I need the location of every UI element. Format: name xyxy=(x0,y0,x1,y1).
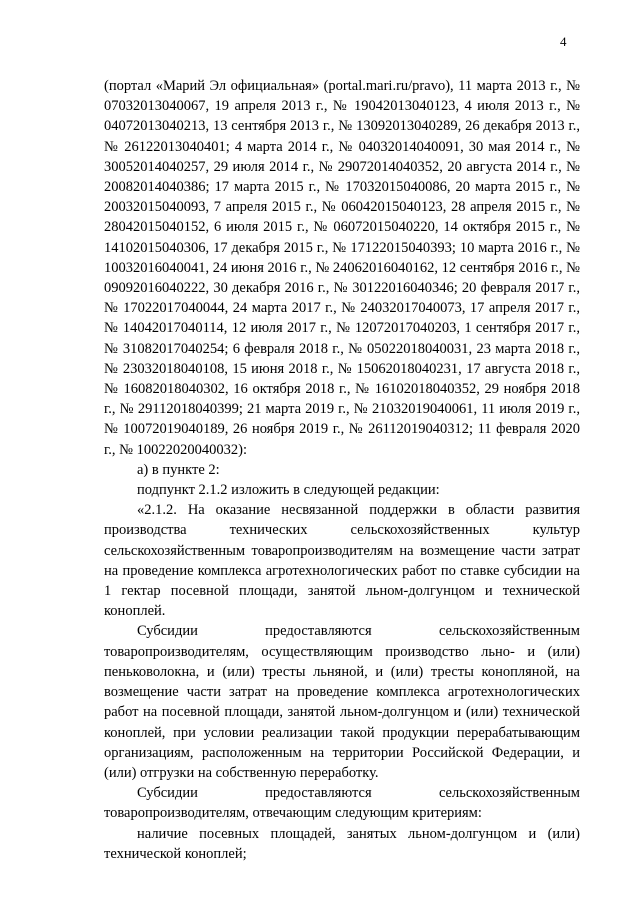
paragraph-subsidy-conditions: Субсидии предоставляются сельскохозяйственным товаропроизводителям, осуществляющим производство льно- и (или) пеньковолокна, и (или) тресты льняной, и (или) тресты конопляной, на возмещение части затрат на проведение комплекса агротехнологических работ на посевной площади, занятой льном-долгунцом и (или) технической коноплей, при условии реализации такой продукции перерабатывающим организациям, расположенным на территории Российской Федерации, и (или) отгрузки на собственную переработку. xyxy=(104,623,580,781)
paragraph-item-a: а) в пункте 2: xyxy=(137,461,220,478)
paragraph-subclause-2-1-2: «2.1.2. На оказание несвязанной поддержки в области развития производства технических сельскохозяйственных культур сельскохозяйственным товаропроизводителям на возмещение части затрат на проведение комплекса агротехнологических работ по ставке субсидии на 1 гектар посевной площади, занятой льном-долгунцом и технической коноплей. xyxy=(104,502,580,620)
page-number: 4 xyxy=(560,34,567,49)
paragraph-subsidy-criteria: Субсидии предоставляются сельскохозяйственным товаропроизводителям, отвечающим следующим критериям: xyxy=(104,785,580,822)
paragraph-subclause-intro: подпункт 2.1.2 изложить в следующей редакции: xyxy=(137,482,440,499)
body-text xyxy=(104,76,580,864)
paragraph-amendment-sources: (портал «Марий Эл официальная» (portal.mari.ru/pravo), 11 марта 2013 г., № 07032013040067, 19 апреля 2013 г., № 19042013040123, 4 июля 2013 г., № 04072013040213, 13 сентября 2013 г., № 13092013040289, 26 декабря 2013 г., № 26122013040401; 4 марта 2014 г., № 04032014040091, 30 мая 2014 г., № 30052014040257, 29 июля 2014 г., № 29072014040352, 20 августа 2014 г., № 20082014040386; 17 марта 2015 г., № 17032015040086, 20 марта 2015 г., № 20032015040093, 7 апреля 2015 г., № 06042015040123, 28 апреля 2015 г., № 28042015040152, 6 июля 2015 г., № 06072015040220, 14 октября 2015 г., № 14102015040306, 17 декабря 2015 г., № 17122015040393; 10 марта 2016 г., № 10032016040041, 24 июня 2016 г., № 24062016040162, 12 сентября 2016 г., № 09092016040222, 30 декабря 2016 г., № 30122016040346; 20 февраля 2017 г., № 17022017040044, 24 марта 2017 г., № 24032017040073, 17 апреля 2017 г., № 14042017040114, 12 июля 2017 г., № 12072017040203, 1 сентября 2017 г., № 31082017040254; 6 февраля 2018 г., № 05022018040031, 23 марта 2018 г., № 23032018040108, 15 июня 2018 г., № 15062018040231, 17 августа 2018 г., № 16082018040302, 16 октября 2018 г., № 16102018040352, 29 ноября 2018 г., № 29112018040399; 21 марта 2019 г., № 21032019040061, 11 июля 2019 г., № 10072019040189, 26 ноября 2019 г., № 26112019040312; 11 февраля 2020 г., № 10022020040032): xyxy=(104,78,580,458)
paragraph-criterion-sown-area: наличие посевных площадей, занятых льном-долгунцом и (или) технической коноплей; xyxy=(104,825,580,862)
